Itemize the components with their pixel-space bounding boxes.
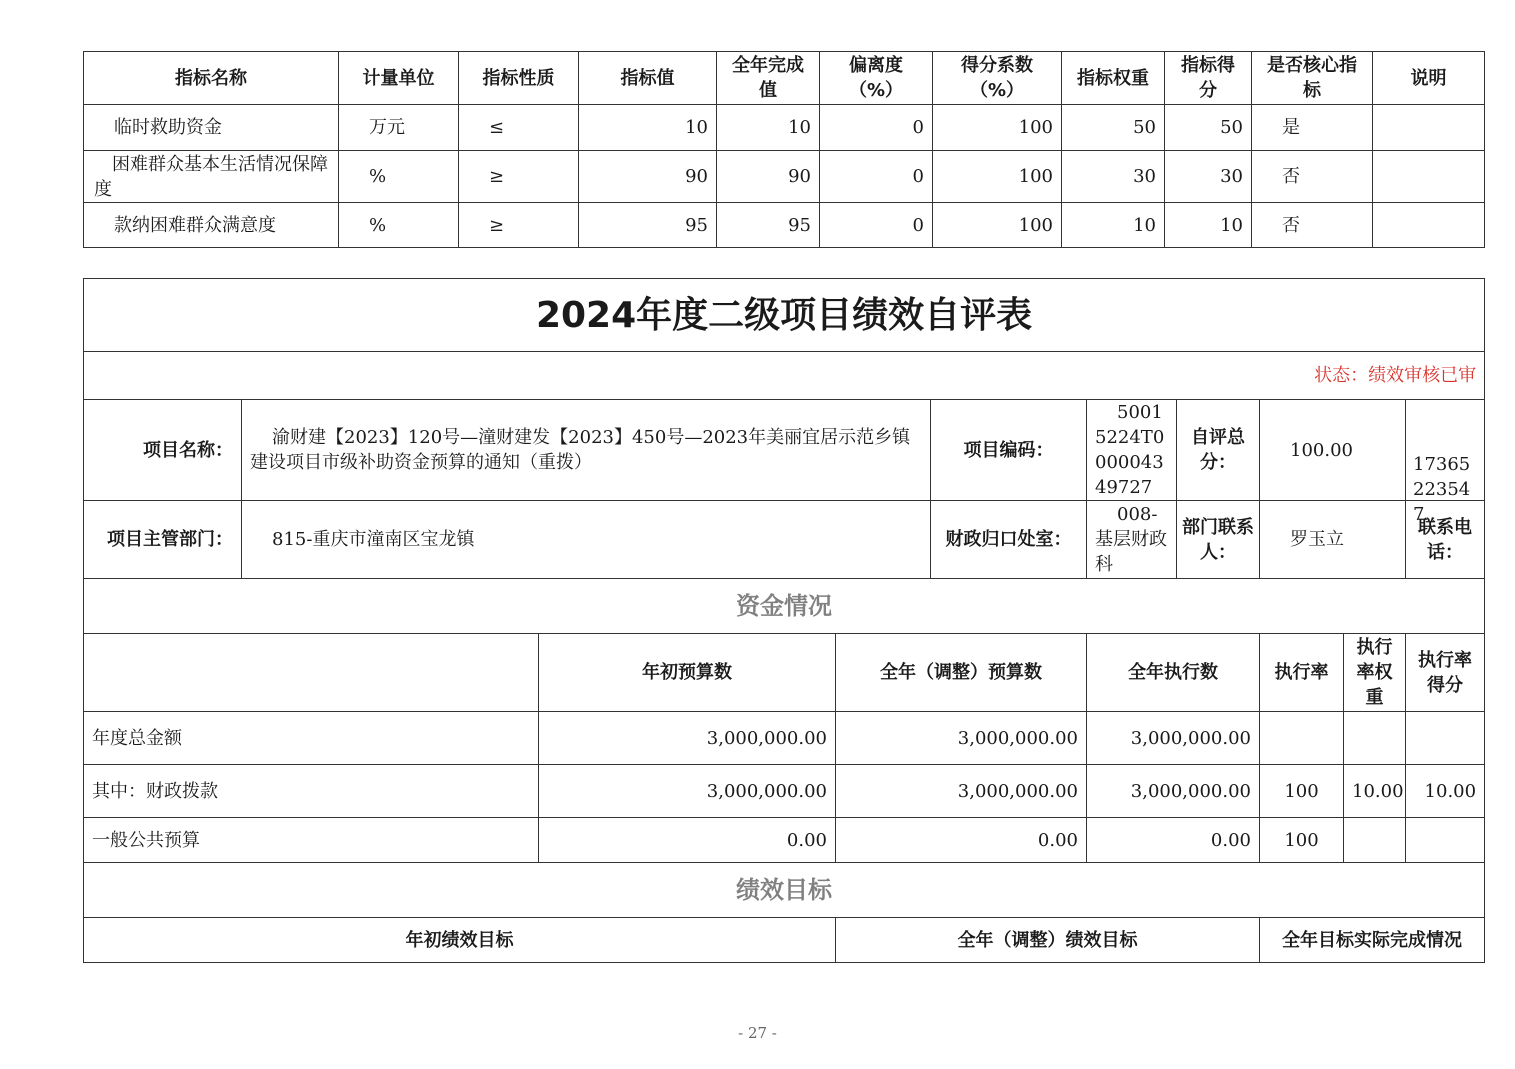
contact: 罗玉立 xyxy=(1260,501,1406,579)
funds-header-blank xyxy=(84,634,539,712)
indicator-unit: % xyxy=(339,151,459,203)
indicator-value: 90 xyxy=(579,151,717,203)
funds-header-initial: 年初预算数 xyxy=(539,634,836,712)
contact-label: 部门联系人： xyxy=(1177,501,1260,579)
indicator-core: 是 xyxy=(1252,105,1373,151)
indicator-deviation: 0 xyxy=(820,203,933,248)
header-coef: 得分系数（%） xyxy=(933,52,1062,105)
self-score-label: 自评总分： xyxy=(1177,400,1260,501)
header-indicator-name: 指标名称 xyxy=(84,52,339,105)
funds-weight xyxy=(1344,712,1406,765)
indicator-note xyxy=(1373,151,1485,203)
indicator-core: 否 xyxy=(1252,151,1373,203)
funds-initial: 3,000,000.00 xyxy=(539,765,836,818)
indicator-actual: 10 xyxy=(717,105,820,151)
funds-rate xyxy=(1260,712,1344,765)
indicator-coef: 100 xyxy=(933,151,1062,203)
finance-office-label: 财政归口处室： xyxy=(931,501,1087,579)
indicator-coef: 100 xyxy=(933,203,1062,248)
indicator-unit: % xyxy=(339,203,459,248)
header-unit: 计量单位 xyxy=(339,52,459,105)
funds-executed: 3,000,000.00 xyxy=(1087,765,1260,818)
project-code: 50015224T000004349727 xyxy=(1087,400,1177,501)
funds-initial: 3,000,000.00 xyxy=(539,712,836,765)
funds-header-row xyxy=(84,634,1485,712)
funds-rate: 100 xyxy=(1260,765,1344,818)
dept-label: 项目主管部门： xyxy=(84,501,242,579)
indicator-weight: 50 xyxy=(1062,105,1165,151)
funds-initial: 0.00 xyxy=(539,818,836,863)
table-row xyxy=(84,712,1485,765)
indicator-coef: 100 xyxy=(933,105,1062,151)
funds-rate: 100 xyxy=(1260,818,1344,863)
indicator-name: 困难群众基本生活情况保障度 xyxy=(84,151,339,203)
funds-weight: 10.00 xyxy=(1344,765,1406,818)
funds-score xyxy=(1406,818,1485,863)
indicator-deviation: 0 xyxy=(820,151,933,203)
header-score: 指标得分 xyxy=(1165,52,1252,105)
header-value: 指标值 xyxy=(579,52,717,105)
indicator-deviation: 0 xyxy=(820,105,933,151)
header-nature: 指标性质 xyxy=(459,52,579,105)
funds-weight xyxy=(1344,818,1406,863)
goals-header-initial: 年初绩效目标 xyxy=(84,918,836,963)
goals-header-adjusted: 全年（调整）绩效目标 xyxy=(836,918,1260,963)
funds-row-label: 年度总金额 xyxy=(84,712,539,765)
indicator-score: 10 xyxy=(1165,203,1252,248)
goals-header-row xyxy=(84,918,1485,963)
page-title: 2024年度二级项目绩效自评表 xyxy=(84,279,1485,352)
project-name-label: 项目名称： xyxy=(84,400,242,501)
project-code-label: 项目编码： xyxy=(931,400,1087,501)
indicator-core: 否 xyxy=(1252,203,1373,248)
funds-section-title: 资金情况 xyxy=(84,579,1485,634)
header-deviation: 偏离度（%） xyxy=(820,52,933,105)
funds-row-label: 一般公共预算 xyxy=(84,818,539,863)
funds-header-adjusted: 全年（调整）预算数 xyxy=(836,634,1087,712)
funds-score: 10.00 xyxy=(1406,765,1485,818)
funds-adjusted: 3,000,000.00 xyxy=(836,712,1087,765)
phone-value: 17365223547 xyxy=(1413,454,1471,525)
funds-executed: 0.00 xyxy=(1087,818,1260,863)
funds-adjusted: 0.00 xyxy=(836,818,1087,863)
project-name: 渝财建【2023】120号—潼财建发【2023】450号—2023年美丽宜居示范乡镇建设项目市级补助资金预算的通知（重拨） xyxy=(242,400,931,501)
indicator-nature: ≥ xyxy=(459,203,579,248)
table-row xyxy=(84,105,1485,151)
indicator-weight: 30 xyxy=(1062,151,1165,203)
indicator-score: 30 xyxy=(1165,151,1252,203)
header-note: 说明 xyxy=(1373,52,1485,105)
funds-executed: 3,000,000.00 xyxy=(1087,712,1260,765)
header-core: 是否核心指标 xyxy=(1252,52,1373,105)
self-score: 100.00 xyxy=(1260,400,1406,501)
indicator-actual: 95 xyxy=(717,203,820,248)
indicator-value: 95 xyxy=(579,203,717,248)
table-row xyxy=(84,151,1485,203)
indicator-note xyxy=(1373,105,1485,151)
funds-score xyxy=(1406,712,1485,765)
finance-office: 008-基层财政科 xyxy=(1087,501,1177,579)
status-badge: 状态：绩效审核已审 xyxy=(84,352,1485,400)
indicator-nature: ≤ xyxy=(459,105,579,151)
indicator-nature: ≥ xyxy=(459,151,579,203)
funds-adjusted: 3,000,000.00 xyxy=(836,765,1087,818)
indicator-name: 款纳困难群众满意度 xyxy=(84,203,339,248)
indicator-weight: 10 xyxy=(1062,203,1165,248)
indicator-header-row xyxy=(84,52,1485,105)
table-row xyxy=(84,203,1485,248)
goals-header-actual: 全年目标实际完成情况 xyxy=(1260,918,1485,963)
table-row xyxy=(84,765,1485,818)
evaluation-form xyxy=(83,278,1485,963)
funds-header-weight: 执行率权重 xyxy=(1344,634,1406,712)
indicator-note xyxy=(1373,203,1485,248)
table-row xyxy=(84,818,1485,863)
funds-header-rate: 执行率 xyxy=(1260,634,1344,712)
indicator-unit: 万元 xyxy=(339,105,459,151)
funds-header-score: 执行率得分 xyxy=(1406,634,1485,712)
phone-label: 联系电话： xyxy=(1406,501,1485,579)
funds-row-label: 其中：财政拨款 xyxy=(84,765,539,818)
dept: 815-重庆市潼南区宝龙镇 xyxy=(242,501,931,579)
header-weight: 指标权重 xyxy=(1062,52,1165,105)
indicator-score: 50 xyxy=(1165,105,1252,151)
funds-header-executed: 全年执行数 xyxy=(1087,634,1260,712)
indicator-table xyxy=(83,51,1485,248)
page-number: - 27 - xyxy=(738,1024,777,1042)
header-actual: 全年完成值 xyxy=(717,52,820,105)
goals-section-title: 绩效目标 xyxy=(84,863,1485,918)
indicator-name: 临时救助资金 xyxy=(84,105,339,151)
indicator-value: 10 xyxy=(579,105,717,151)
indicator-actual: 90 xyxy=(717,151,820,203)
